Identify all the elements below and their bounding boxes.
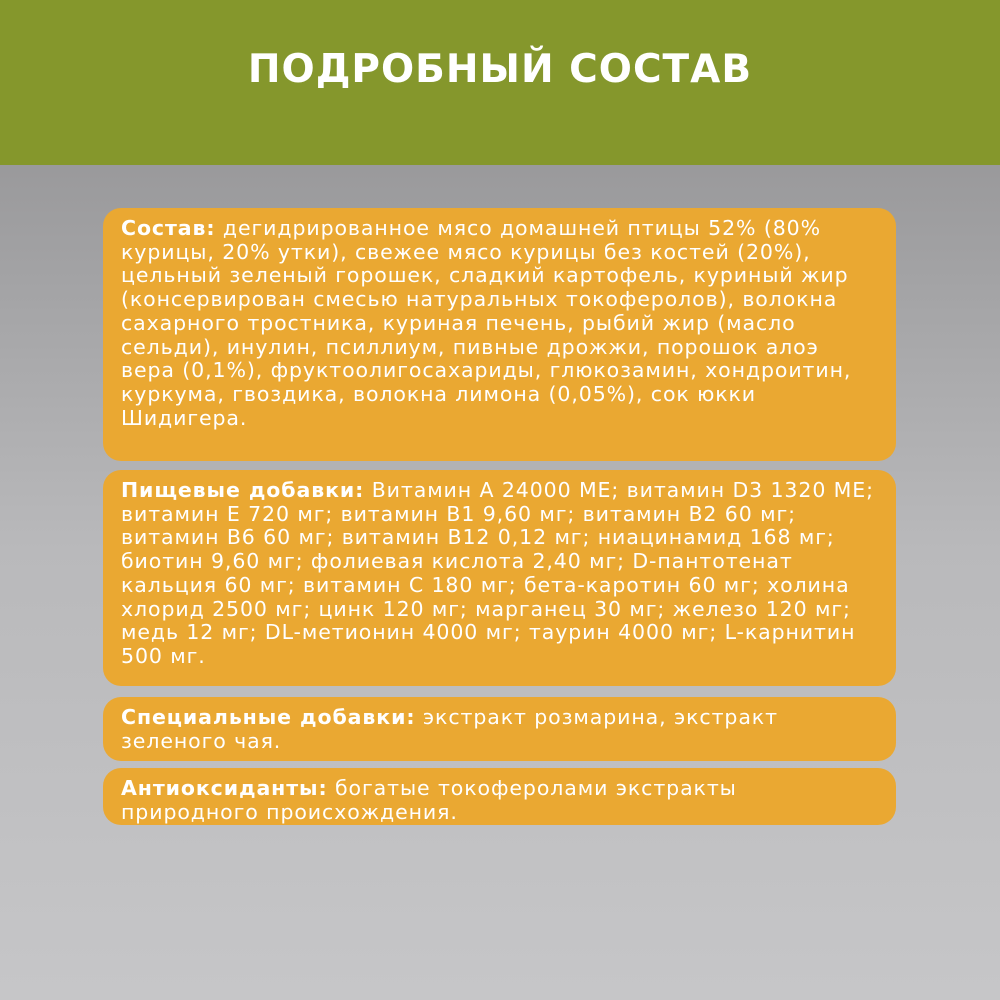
nutritional-additives-card: [103, 470, 896, 686]
special-additives-label: Специальные добавки:: [121, 705, 416, 729]
page-title: ПОДРОБНЫЙ СОСТАВ: [247, 47, 753, 92]
special-additives-card: [103, 697, 896, 761]
antioxidants-text: богатые токоферолами экстракты природного происхождения.: [121, 776, 737, 824]
antioxidants-card: [103, 768, 896, 825]
composition-label: Состав:: [121, 216, 216, 240]
composition-card: [103, 208, 896, 461]
nutritional-additives-label: Пищевые добавки:: [121, 478, 365, 502]
special-additives-text: экстракт розмарина, экстракт зеленого чая.: [121, 705, 778, 753]
nutritional-additives-text: Витамин А 24000 МЕ; витамин D3 1320 МЕ; витамин Е 720 мг; витамин В1 9,60 мг; витамин В2 60 мг; витамин В6 60 мг; витамин В12 0,12 мг; ниацинамид 168 мг; биотин 9,60 мг; фолиевая кислота 2,40 мг; D-пантотенат кальция 60 мг; витамин С 180 мг; бета-каротин 60 мг; холина хлорид 2500 мг; цинк 120 мг; марганец 30 мг; железо 120 мг; медь 12 мг; DL-метионин 4000 мг; таурин 4000 мг; L-карнитин 500 мг.: [121, 478, 874, 668]
header-banner: [0, 0, 1000, 165]
composition-text: дегидрированное мясо домашней птицы 52% (80% курицы, 20% утки), свежее мясо курицы без костей (20%), цельный зеленый горошек, сладкий картофель, куриный жир (консервирован смесью натуральных токоферолов), волокна сахарного тростника, куриная печень, рыбий жир (масло сельди), инулин, псиллиум, пивные дрожжи, порошок алоэ вера (0,1%), фруктоолигосахариды, глюкозамин, хондроитин, куркума, гвоздика, волокна лимона (0,05%), сок юкки Шидигера.: [121, 216, 852, 430]
antioxidants-label: Антиоксиданты:: [121, 776, 328, 800]
